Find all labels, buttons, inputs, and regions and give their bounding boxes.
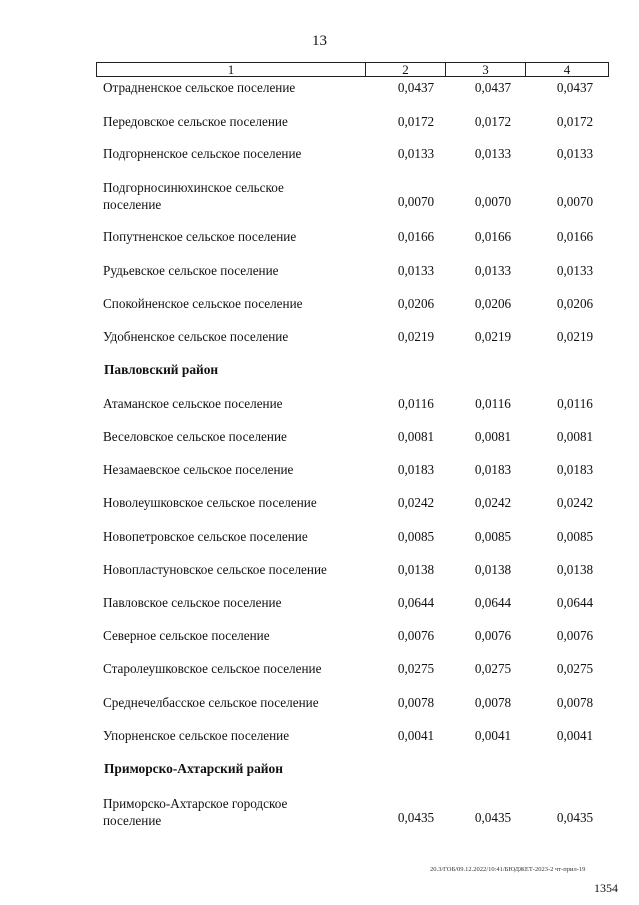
row-value-col4: 0,0116 [557, 396, 593, 411]
row-value-col3: 0,0133 [474, 146, 512, 161]
table-row [0, 228, 639, 248]
row-value-col3: 0,0206 [474, 296, 512, 311]
row-value-col4: 0,0078 [556, 695, 594, 710]
row-value-col3: 0,0078 [474, 695, 512, 710]
row-value-col2: 0,0206 [397, 296, 435, 311]
header-col-2: 2 [366, 63, 446, 76]
row-value-col3: 0,0138 [474, 562, 512, 577]
row-value-col3: 0,0183 [474, 462, 512, 477]
row-name: Среднечелбасское сельское поселение [103, 695, 319, 710]
table-row [0, 528, 639, 548]
sheet-number: 1354 [594, 881, 618, 895]
table-row [0, 428, 639, 448]
row-value-col3: 0,0435 [474, 810, 512, 825]
row-name: Подгорненское сельское поселение [103, 146, 302, 161]
row-name: Незамаевское сельское поселение [103, 462, 294, 477]
row-value-col2: 0,0435 [397, 810, 435, 825]
table-row [0, 727, 639, 747]
row-name: Попутненское сельское поселение [103, 229, 297, 244]
table-row [0, 262, 639, 282]
row-value-col4: 0,0206 [556, 296, 594, 311]
table-row [0, 594, 639, 614]
row-value-col2: 0,0085 [397, 529, 435, 544]
table-row [0, 395, 639, 415]
row-name: Новопетровское сельское поселение [103, 529, 308, 544]
table-row [0, 113, 639, 133]
row-name: Новолеушковское сельское поселение [103, 495, 317, 510]
row-value-col2: 0,0644 [397, 595, 435, 610]
row-value-col2: 0,0133 [397, 263, 435, 278]
row-value-col2: 0,0070 [397, 194, 435, 209]
row-name-line-2: поселение [103, 197, 162, 212]
table-row [0, 694, 639, 714]
table-row [0, 660, 639, 680]
row-value-col4: 0,0081 [556, 429, 594, 444]
row-value-col4: 0,0435 [556, 810, 594, 825]
row-value-col4: 0,0437 [556, 80, 594, 95]
footer-stamp: 20.3/ГОБ/09.12.2022/10:41/БЮДЖЕТ-2023-2 чт-прил-19 [430, 866, 586, 873]
row-value-col2: 0,0219 [397, 329, 435, 344]
row-value-col4: 0,0275 [556, 661, 594, 676]
row-value-col2: 0,0133 [397, 146, 435, 161]
row-value-col3: 0,0219 [474, 329, 512, 344]
row-value-col2: 0,0041 [397, 728, 435, 743]
table-row [0, 627, 639, 647]
row-name: Спокойненское сельское поселение [103, 296, 303, 311]
row-value-col2: 0,0183 [397, 462, 435, 477]
row-name: Рудьевское сельское поселение [103, 263, 279, 278]
row-value-col3: 0,0081 [474, 429, 512, 444]
table-row [0, 461, 639, 481]
row-name-line-2: поселение [103, 813, 162, 828]
section-heading: Павловский район [104, 362, 219, 377]
row-value-col4: 0,0085 [556, 529, 594, 544]
row-value-col2: 0,0138 [397, 562, 435, 577]
row-name: Старолеушковское сельское поселение [103, 661, 322, 676]
table-row [0, 295, 639, 315]
header-col-3: 3 [446, 63, 526, 76]
row-value-col3: 0,0133 [474, 263, 512, 278]
row-value-col3: 0,0041 [474, 728, 512, 743]
row-name: Веселовское сельское поселение [103, 429, 287, 444]
row-value-col3: 0,0076 [474, 628, 512, 643]
row-value-col2: 0,0081 [397, 429, 435, 444]
row-value-col2: 0,0172 [397, 114, 435, 129]
table-row [0, 145, 639, 165]
table-row [0, 179, 639, 215]
row-value-col3: 0,0070 [474, 194, 512, 209]
row-value-col3: 0,0085 [474, 529, 512, 544]
row-value-col3: 0,0172 [474, 114, 512, 129]
row-name-line-1: Приморско-Ахтарское городское [103, 796, 288, 811]
row-value-col2: 0,0242 [397, 495, 435, 510]
row-value-col3: 0,0644 [474, 595, 512, 610]
row-name: Павловское сельское поселение [103, 595, 282, 610]
row-value-col3: 0,0275 [474, 661, 512, 676]
row-value-col4: 0,0138 [556, 562, 594, 577]
table-row [0, 79, 639, 99]
row-value-col2: 0,0116 [398, 396, 434, 411]
header-col-4: 4 [563, 62, 571, 77]
row-value-col4: 0,0041 [556, 728, 594, 743]
row-value-col4: 0,0219 [556, 329, 594, 344]
table-row [0, 494, 639, 514]
row-name-line-1: Подгорносинюхинское сельское [103, 180, 284, 195]
row-name: Атаманское сельское поселение [103, 396, 283, 411]
row-value-col2: 0,0078 [397, 695, 435, 710]
row-value-col4: 0,0166 [556, 229, 594, 244]
row-name: Отрадненское сельское поселение [103, 80, 296, 95]
row-value-col3: 0,0166 [474, 229, 512, 244]
row-value-col4: 0,0076 [556, 628, 594, 643]
row-value-col4: 0,0172 [556, 114, 594, 129]
row-value-col2: 0,0437 [397, 80, 435, 95]
row-value-col4: 0,0133 [556, 263, 594, 278]
header-col-1: 1 [97, 63, 366, 76]
row-value-col2: 0,0076 [397, 628, 435, 643]
row-name: Упорненское сельское поселение [103, 728, 290, 743]
table-row [0, 328, 639, 348]
table-row [0, 795, 639, 831]
row-value-col3: 0,0242 [474, 495, 512, 510]
row-value-col2: 0,0166 [397, 229, 435, 244]
row-value-col4: 0,0133 [556, 146, 594, 161]
row-name: Удобненское сельское поселение [103, 329, 289, 344]
page-number: 13 [312, 33, 327, 49]
row-value-col4: 0,0242 [556, 495, 594, 510]
row-value-col3: 0,0116 [475, 396, 511, 411]
row-value-col4: 0,0644 [556, 595, 594, 610]
row-name: Новопластуновское сельское поселение [103, 562, 327, 577]
row-name: Передовское сельское поселение [103, 114, 288, 129]
row-value-col4: 0,0070 [556, 194, 594, 209]
row-name: Северное сельское поселение [103, 628, 270, 643]
row-value-col2: 0,0275 [397, 661, 435, 676]
table-header [96, 62, 609, 77]
row-value-col4: 0,0183 [556, 462, 594, 477]
row-value-col3: 0,0437 [474, 80, 512, 95]
section-heading: Приморско-Ахтарский район [104, 761, 283, 776]
table-row [0, 561, 639, 581]
